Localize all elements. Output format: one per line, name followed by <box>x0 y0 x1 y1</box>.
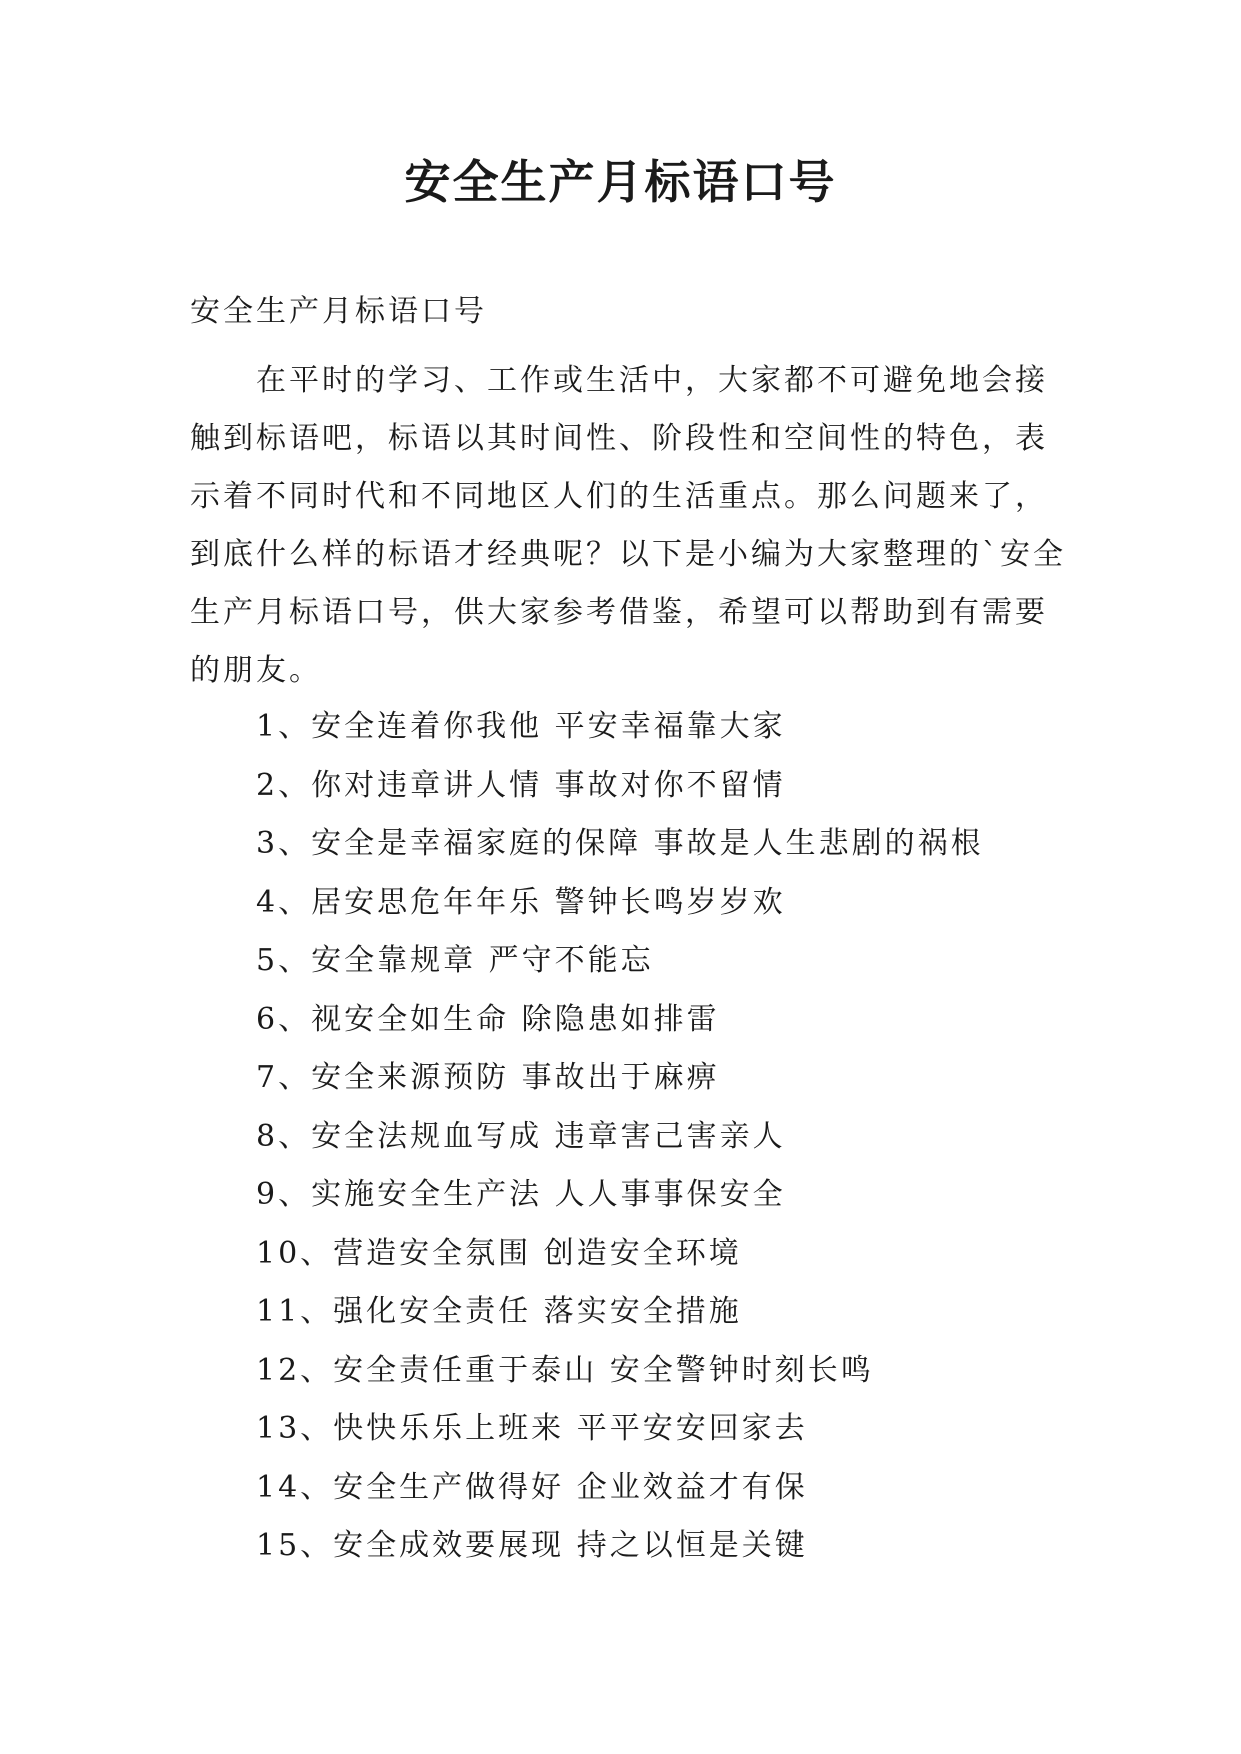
slogan-item: 15、安全成效要展现 持之以恒是关键 <box>256 1528 808 1563</box>
slogan-item: 6、视安全如生命 除隐患如排雷 <box>256 1001 720 1037</box>
slogan-item: 9、实施安全生产法 人人事事保安全 <box>256 1177 786 1212</box>
slogan-item: 4、居安思危年年乐 警钟长鸣岁岁欢 <box>256 884 786 920</box>
slogan-item: 3、安全是幸福家庭的保障 事故是人生悲剧的祸根 <box>256 826 984 861</box>
slogan-item: 13、快快乐乐上班来 平平安安回家去 <box>256 1411 808 1446</box>
slogan-item: 8、安全法规血写成 违章害己害亲人 <box>256 1118 786 1154</box>
document-title: 安全生产月标语口号 <box>404 155 837 209</box>
slogan-item: 11、强化安全责任 落实安全措施 <box>256 1294 742 1329</box>
slogan-item: 5、安全靠规章 严守不能忘 <box>256 943 654 978</box>
intro-paragraph: 在平时的学习、工作或生活中，大家都不可避免地会接触到标语吧，标语以其时间性、阶段性和空间性的特色，表示着不同时代和不同地区人们的生活重点。那么问题来了，到底什么样的标语才经典呢？以下是小编为大家整理的`安全生产月标语口号，供大家参考借鉴，希望可以帮助到有需要的朋友。 <box>190 363 1066 688</box>
document-subtitle: 安全生产月标语口号 <box>190 294 487 329</box>
slogan-item: 14、安全生产做得好 企业效益才有保 <box>256 1469 808 1505</box>
slogan-item: 10、营造安全氛围 创造安全环境 <box>256 1235 742 1271</box>
slogan-item: 12、安全责任重于泰山 安全警钟时刻长鸣 <box>256 1352 874 1388</box>
slogan-list <box>256 698 984 1576</box>
slogan-item: 2、你对违章讲人情 事故对你不留情 <box>256 767 786 803</box>
slogan-item: 7、安全来源预防 事故出于麻痹 <box>256 1060 720 1095</box>
slogan-item: 1、安全连着你我他 平安幸福靠大家 <box>256 709 786 744</box>
